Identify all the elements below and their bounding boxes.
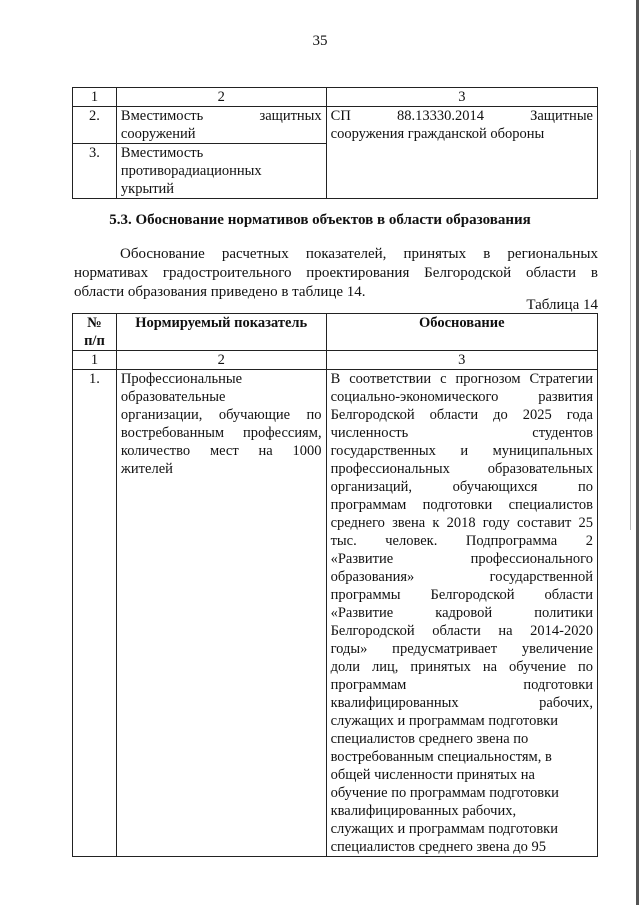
basis-line: доли лиц, принятых на обучение по	[330, 659, 593, 675]
indicator-line: противорадиационных	[120, 163, 262, 179]
basis-line: квалифицированных рабочих,	[330, 803, 517, 819]
header-number	[73, 314, 117, 351]
table-row	[73, 107, 598, 144]
indicator-line: Вместимость защитных	[120, 108, 322, 124]
table-header-row	[73, 88, 598, 107]
basis-line: годы» предусматривает увеличение	[330, 641, 593, 657]
indicator-line: сооружений	[120, 126, 196, 142]
basis-line: Белгородской области до 2025 года	[330, 407, 593, 423]
basis-line: служащих и программам подготовки	[330, 713, 558, 729]
basis-line: организаций, обучающихся по	[330, 479, 593, 495]
col-number-1: 1	[73, 88, 117, 107]
table-row	[73, 370, 598, 857]
section-heading: 5.3. Обоснование нормативов объектов в области образования	[109, 212, 531, 228]
basis-line: тыс. человек. Подпрограмма 2	[330, 533, 593, 549]
basis-line: «Развитие кадровой политики	[330, 605, 593, 621]
paragraph-line: Обоснование расчетных показателей, принятых в региональных	[120, 246, 598, 262]
indicator-line: востребованным профессиям,	[120, 425, 322, 441]
section-paragraph	[74, 245, 598, 302]
indicator-cell	[116, 370, 326, 857]
header-indicator: Нормируемый показатель	[116, 314, 326, 351]
basis-line: специалистов среднего звена до 95	[330, 839, 547, 855]
basis-line: Белгородской области на 2014-2020	[330, 623, 593, 639]
basis-line: образования» государственной	[330, 569, 593, 585]
header-number-line: п/п	[84, 333, 105, 349]
basis-line: В соответствии с прогнозом Стратегии	[330, 371, 593, 387]
row-number: 2.	[73, 107, 117, 144]
basis-line: специалистов среднего звена по	[330, 731, 529, 747]
paragraph-line: области образования приведено в таблице 14.	[74, 284, 366, 300]
col-number-2: 2	[116, 88, 326, 107]
col-number-3: 3	[326, 88, 597, 107]
scan-edge-shadow	[636, 0, 639, 905]
basis-line: социально-экономического развития	[330, 389, 593, 405]
table-header-row	[73, 314, 598, 351]
basis-line: численность студентов	[330, 425, 593, 441]
indicator-line: количество мест на 1000	[120, 443, 322, 459]
basis-line: общей численности принятых на	[330, 767, 535, 783]
header-basis: Обоснование	[326, 314, 597, 351]
indicator-line: организации, обучающие по	[120, 407, 322, 423]
column-number-row	[73, 351, 598, 370]
indicator-line: укрытий	[120, 181, 175, 197]
basis-line: среднего звена к 2018 году составит 25	[330, 515, 593, 531]
basis-line: обучение по программам подготовки	[330, 785, 559, 801]
col-number-2: 2	[116, 351, 326, 370]
indicator-line: Профессиональные	[120, 371, 243, 387]
basis-line: «Развитие профессионального	[330, 551, 593, 567]
indicator-line: Вместимость	[120, 145, 204, 161]
basis-line: сооружения гражданской обороны	[330, 126, 545, 142]
continuation-table	[72, 87, 598, 199]
basis-line: профессиональных образовательных	[330, 461, 593, 477]
basis-line: программы Белгородской области	[330, 587, 593, 603]
scan-edge-line	[630, 150, 631, 530]
table-14	[72, 313, 598, 857]
paragraph-line: нормативах градостроительного проектирования Белгородской области в	[74, 265, 598, 281]
basis-line: программам подготовки специалистов	[330, 497, 593, 513]
col-number-1: 1	[73, 351, 117, 370]
basis-line: СП 88.13330.2014 Защитные	[330, 108, 593, 124]
row-number: 1.	[73, 370, 117, 857]
page-number: 35	[312, 33, 328, 49]
basis-line: востребованным специальностям, в	[330, 749, 552, 765]
indicator-cell	[116, 107, 326, 144]
col-number-3: 3	[326, 351, 597, 370]
row-number: 3.	[73, 144, 117, 199]
header-number-line: №	[87, 315, 102, 331]
basis-cell	[326, 107, 597, 199]
indicator-line: образовательные	[120, 389, 226, 405]
basis-line: государственных и муниципальных	[330, 443, 593, 459]
table-caption: Таблица 14	[526, 297, 598, 313]
basis-line: служащих и программам подготовки	[330, 821, 558, 837]
basis-cell	[326, 370, 597, 857]
basis-line: программам подготовки	[330, 677, 593, 693]
indicator-line: жителей	[120, 461, 173, 477]
indicator-cell	[116, 144, 326, 199]
basis-line: квалифицированных рабочих,	[330, 695, 593, 711]
